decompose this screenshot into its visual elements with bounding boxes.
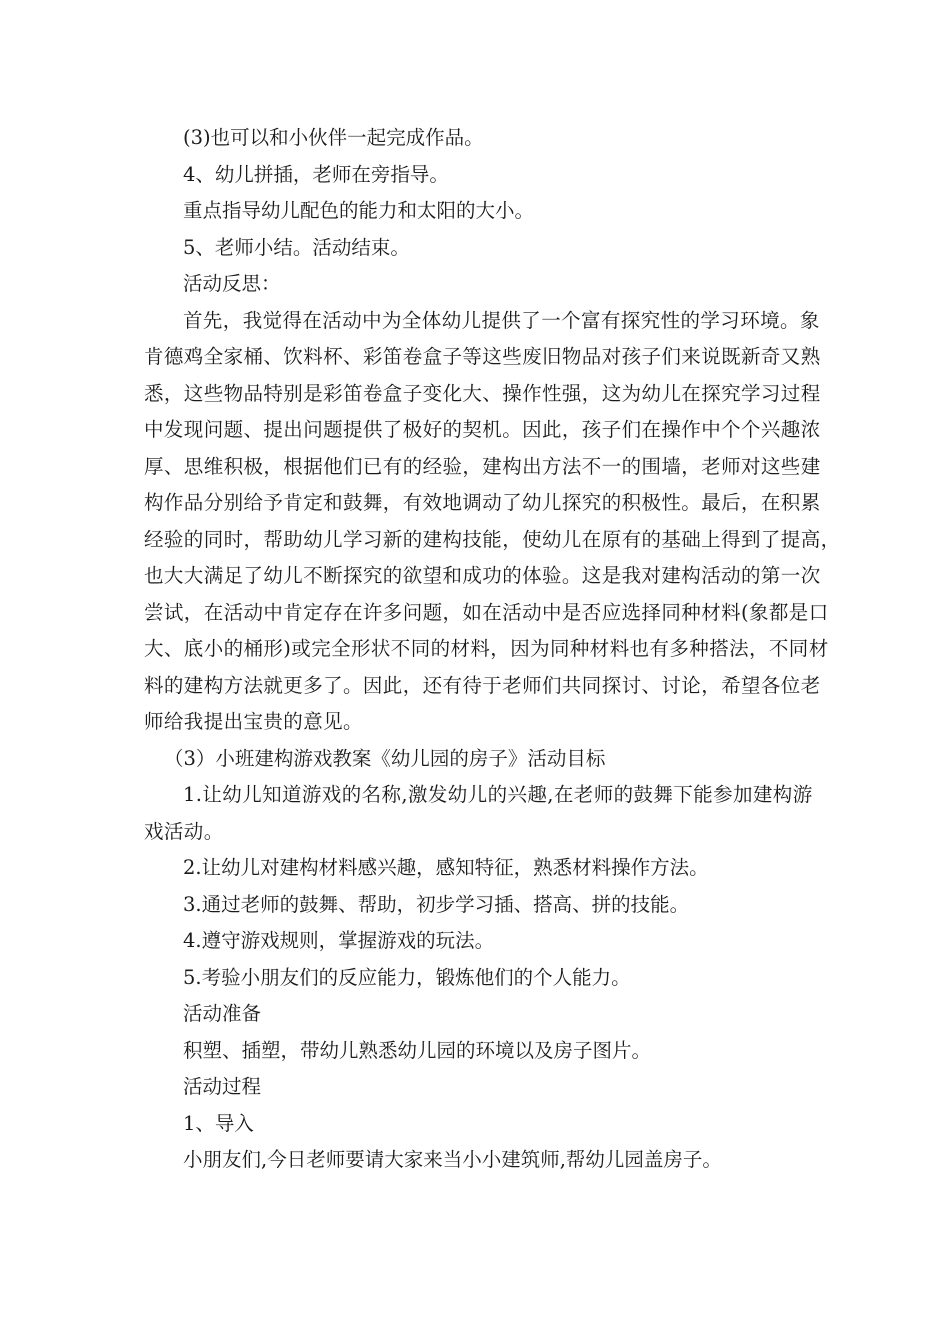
paragraph-step-1: 小朋友们,今日老师要请大家来当小小建筑师,帮幼儿园盖房子。 (183, 1148, 722, 1171)
document-body (144, 120, 841, 1179)
text-line: 料的建构方法就更多了。因此，还有待于老师们共同探讨、讨论，希望各位老 (144, 673, 821, 697)
text-line: 1.让幼儿知道游戏的名称,激发幼儿的兴趣,在老师的鼓舞下能参加建构游 (183, 783, 813, 806)
text-line: 戏活动。 (144, 819, 224, 843)
paragraph-goal-3: 3.通过老师的鼓舞、帮助，初步学习插、搭高、拼的技能。 (183, 892, 690, 916)
paragraph-reflection (144, 303, 841, 741)
heading-preparation: 活动准备 (183, 1002, 262, 1025)
paragraph-preparation: 积塑、插塑，带幼儿熟悉幼儿园的环境以及房子图片。 (183, 1038, 652, 1062)
paragraph-step5: 5、老师小结。活动结束。 (183, 235, 410, 259)
paragraph-guidance: 重点指导幼儿配色的能力和太阳的大小。 (183, 199, 535, 222)
paragraph-step4: 4、幼儿拼插，老师在旁指导。 (183, 162, 449, 186)
heading-reflection: 活动反思： (183, 272, 281, 295)
text-line: 悉，这些物品特别是彩笛卷盒子变化大、操作性强，这为幼儿在探究学习过程 (144, 381, 821, 405)
heading-step-1: 1、导入 (183, 1111, 254, 1135)
paragraph-goal-2: 2.让幼儿对建构材料感兴趣，感知特征，熟悉材料操作方法。 (183, 856, 709, 879)
paragraph-step3: (3)也可以和小伙伴一起完成作品。 (183, 126, 484, 149)
text-line: 师给我提出宝贵的意见。 (144, 710, 363, 733)
heading-section-3: （3）小班建构游戏教案《幼儿园的房子》活动目标 (164, 746, 606, 770)
paragraph-goal-5: 5.考验小朋友们的反应能力，锻炼他们的个人能力。 (183, 965, 631, 989)
paragraph-goal-4: 4.遵守游戏规则，掌握游戏的玩法。 (183, 929, 495, 952)
text-line: 肯德鸡全家桶、饮料杯、彩笛卷盒子等这些废旧物品对孩子们来说既新奇又熟 (144, 345, 821, 368)
paragraph-goal-1 (144, 777, 813, 850)
text-line: 大、底小的桶形)或完全形状不同的材料，因为同种材料也有多种搭法，不同材 (144, 637, 829, 660)
text-line: 首先，我觉得在活动中为全体幼儿提供了一个富有探究性的学习环境。象 (183, 308, 820, 332)
heading-process: 活动过程 (183, 1075, 262, 1098)
text-line: 尝试，在活动中肯定存在许多问题，如在活动中是否应选择同种材料(象都是口 (144, 600, 829, 624)
text-line: 也大大满足了幼儿不断探究的欲望和成功的体验。这是我对建构活动的第一次 (144, 564, 821, 587)
text-line: 中发现问题、提出问题提供了极好的契机。因此，孩子们在操作中个个兴趣浓 (144, 418, 821, 441)
text-line: 厚、思维积极，根据他们已有的经验，建构出方法不一的围墙，老师对这些建 (144, 454, 821, 478)
text-line: 构作品分别给予肯定和鼓舞，有效地调动了幼儿探究的积极性。最后，在积累 (144, 491, 821, 514)
text-line: 经验的同时，帮助幼儿学习新的建构技能，使幼儿在原有的基础上得到了提高， (144, 527, 841, 551)
